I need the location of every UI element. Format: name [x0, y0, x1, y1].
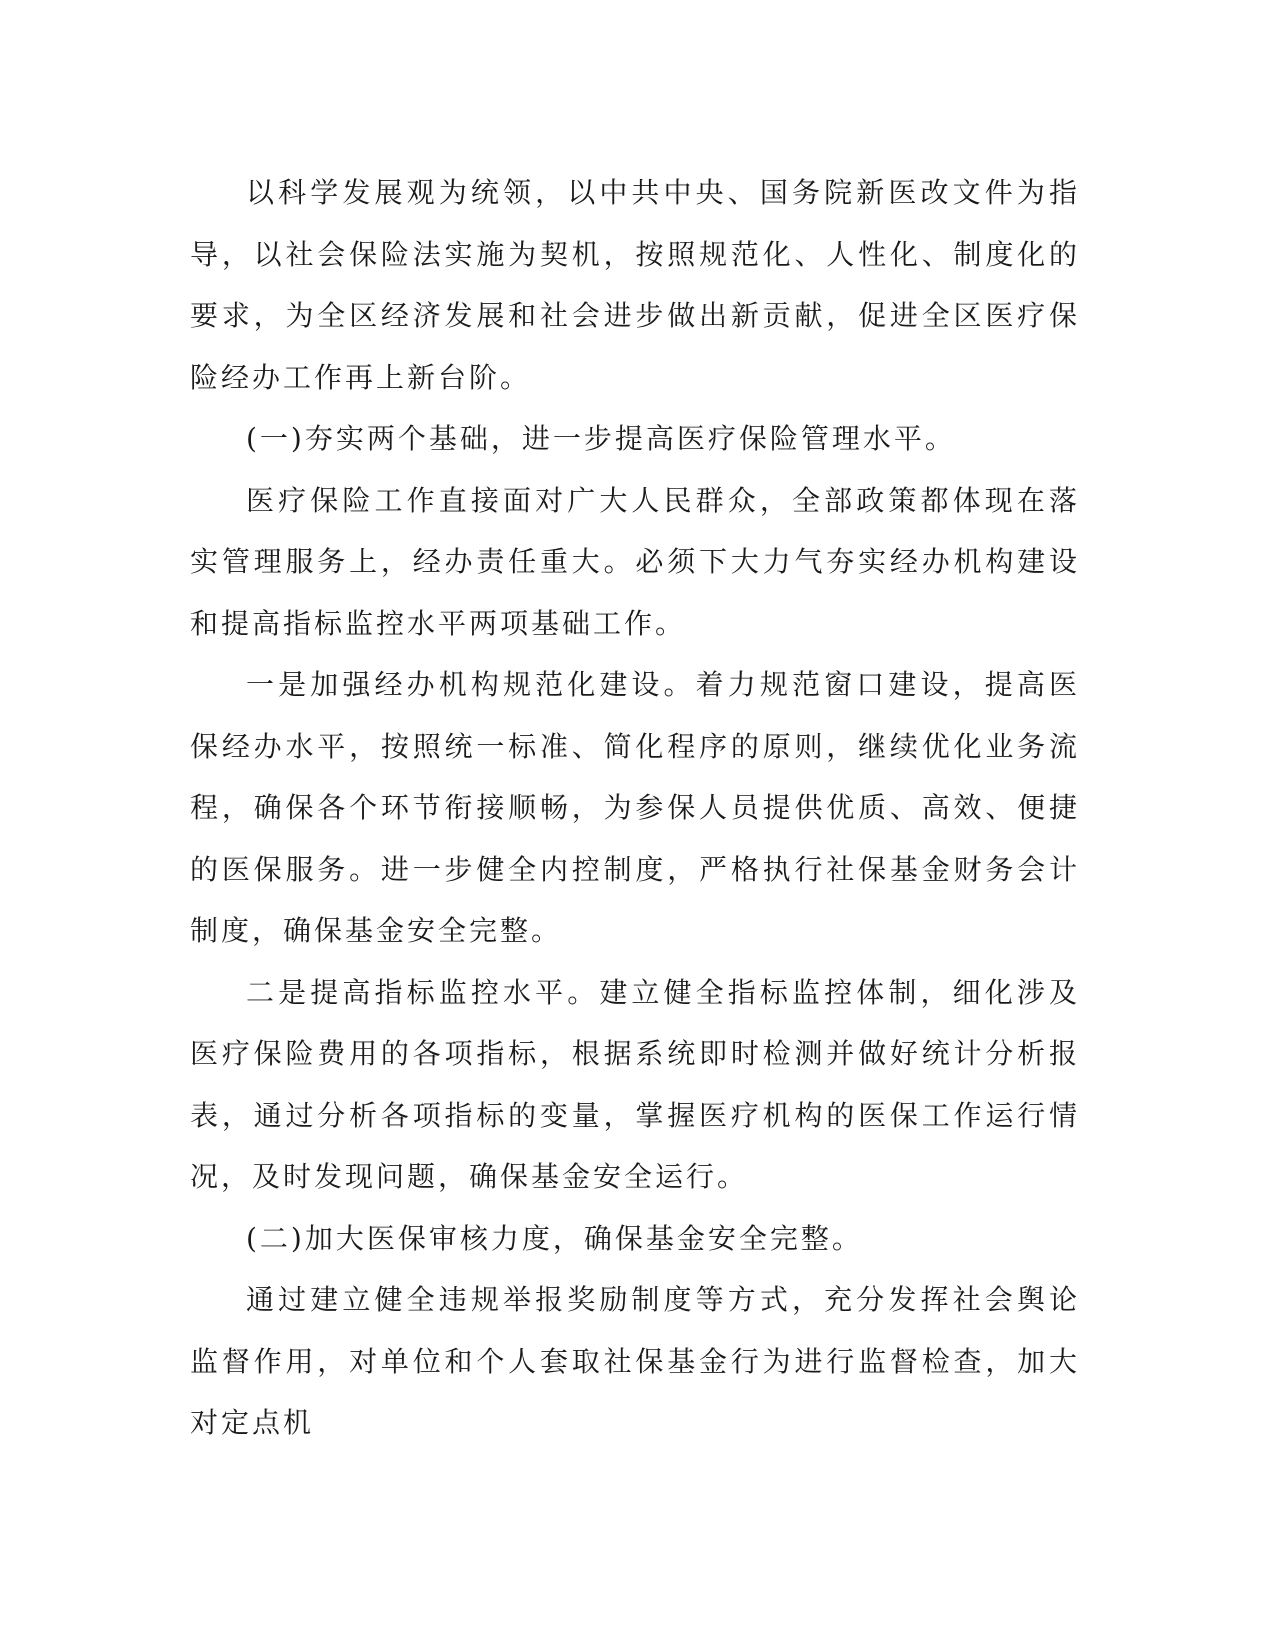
section-heading-1: (一)夯实两个基础，进一步提高医疗保险管理水平。: [246, 422, 956, 455]
paragraph-guiding-principle: 以科学发展观为统领，以中共中央、国务院新医改文件为指导，以社会保险法实施为契机，按照规范化、人性化、制度化的要求，为全区经济发展和社会进步做出新贡献，促进全区医疗保险经办工作再上新台阶。: [190, 176, 1080, 394]
paragraph-agency-standardization: 一是加强经办机构规范化建设。着力规范窗口建设，提高医保经办水平，按照统一标准、简化程序的原则，继续优化业务流程，确保各个环节衔接顺畅，为参保人员提供优质、高效、便捷的医保服务。进一步健全内控制度，严格执行社保基金财务会计制度，确保基金安全完整。: [190, 668, 1080, 947]
document-body: [190, 162, 1080, 1454]
paragraph-indicator-monitoring: 二是提高指标监控水平。建立健全指标监控体制，细化涉及医疗保险费用的各项指标，根据系统即时检测并做好统计分析报表，通过分析各项指标的变量，掌握医疗机构的医保工作运行情况，及时发现问题，确保基金安全运行。: [190, 975, 1080, 1193]
paragraph-foundation: 医疗保险工作直接面对广大人民群众，全部政策都体现在落实管理服务上，经办责任重大。必须下大力气夯实经办机构建设和提高指标监控水平两项基础工作。: [190, 483, 1080, 640]
paragraph-supervision: 通过建立健全违规举报奖励制度等方式，充分发挥社会舆论监督作用，对单位和个人套取社保基金行为进行监督检查，加大对定点机: [190, 1283, 1080, 1439]
section-heading-2: (二)加大医保审核力度，确保基金安全完整。: [246, 1221, 863, 1255]
